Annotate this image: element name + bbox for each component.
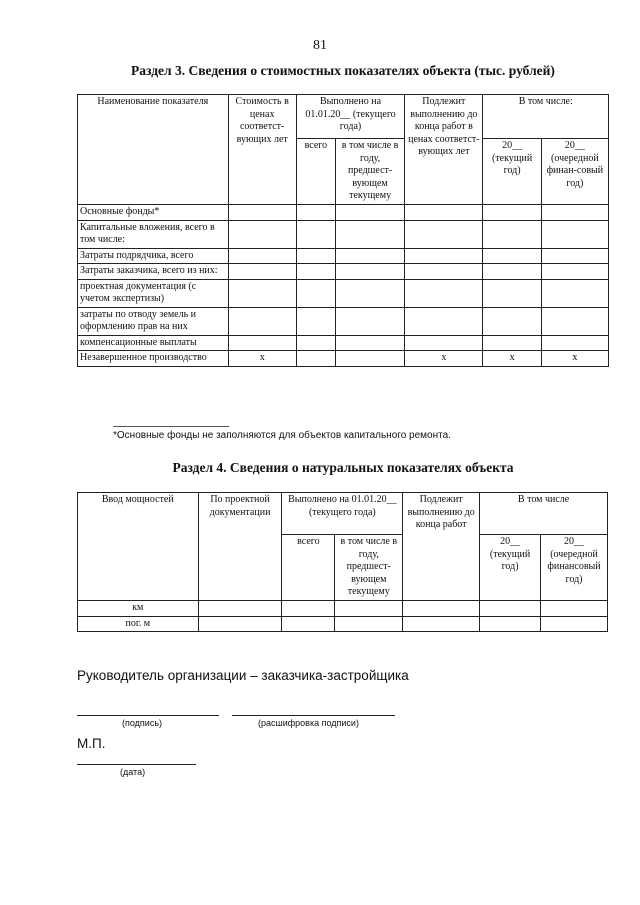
- header-next-year: 20__ (очередной финан-совый год): [541, 139, 608, 205]
- header-done: Выполнено на 01.01.20__ (текущего года): [282, 493, 403, 535]
- table-cell: [335, 248, 404, 264]
- table-row: [78, 335, 609, 351]
- table-cell: [403, 601, 480, 617]
- table-cell: [282, 601, 335, 617]
- signature-decode-line: [232, 715, 395, 716]
- section3-title: Раздел 3. Сведения о стоимостных показателях объекта (тыс. рублей): [131, 63, 555, 78]
- table-cell: х: [405, 351, 483, 367]
- section4-table: [77, 492, 608, 632]
- table-cell: [405, 279, 483, 307]
- table-cell: [480, 601, 541, 617]
- table-cell: [296, 205, 335, 221]
- table-cell: [282, 616, 335, 632]
- table-cell: [541, 335, 608, 351]
- table-cell: [228, 248, 296, 264]
- table-row: [78, 205, 609, 221]
- table-cell: [296, 351, 335, 367]
- table-cell: [296, 248, 335, 264]
- table-cell: х: [541, 351, 608, 367]
- header-done-previous-year: в том числе в году, предшест-вующем текущему: [335, 535, 403, 601]
- table-cell: [483, 220, 541, 248]
- table-row: [78, 248, 609, 264]
- row-label: затраты по отводу земель и оформлению прав на них: [78, 307, 229, 335]
- header-cost: Стоимость в ценах соответст-вующих лет: [228, 95, 296, 205]
- table-cell: [541, 248, 608, 264]
- table-cell: [405, 307, 483, 335]
- table-cell: [296, 220, 335, 248]
- table-row: [78, 279, 609, 307]
- table-cell: [541, 264, 608, 280]
- table-cell: [541, 616, 608, 632]
- table-cell: [296, 264, 335, 280]
- row-label: км: [78, 601, 199, 617]
- table-cell: [483, 248, 541, 264]
- table-cell: [335, 220, 404, 248]
- signature-title: Руководитель организации – заказчика-застройщика: [77, 668, 409, 683]
- row-label: Незавершенное производство: [78, 351, 229, 367]
- table-cell: [228, 264, 296, 280]
- table-cell: [405, 264, 483, 280]
- stamp-place: М.П.: [77, 736, 106, 751]
- table-cell: [228, 307, 296, 335]
- table-cell: [541, 307, 608, 335]
- page-number: 81: [313, 38, 327, 53]
- header-done-total: всего: [296, 139, 335, 205]
- table-cell: [483, 279, 541, 307]
- signature-decode-caption: (расшифровка подписи): [258, 718, 359, 728]
- table-cell: [483, 264, 541, 280]
- header-including: В том числе: [480, 493, 608, 535]
- table-cell: [541, 220, 608, 248]
- table-cell: [335, 264, 404, 280]
- table-cell: [335, 351, 404, 367]
- header-current-year: 20__ (текущий год): [480, 535, 541, 601]
- table-cell: [335, 307, 404, 335]
- header-done-total: всего: [282, 535, 335, 601]
- table-cell: [483, 307, 541, 335]
- header-capacity: Ввод мощностей: [78, 493, 199, 601]
- header-remaining: Подлежит выполнению до конца работ: [403, 493, 480, 601]
- date-line: [77, 764, 196, 765]
- table-row: [78, 307, 609, 335]
- header-current-year: 20__ (текущий год): [483, 139, 541, 205]
- table-cell: [541, 279, 608, 307]
- table-cell: [228, 335, 296, 351]
- table-cell: [296, 307, 335, 335]
- footnote-separator: [113, 426, 229, 427]
- row-label: Капитальные вложения, всего в том числе:: [78, 220, 229, 248]
- row-label: Затраты подрядчика, всего: [78, 248, 229, 264]
- signature-line: [77, 715, 219, 716]
- header-remaining: Подлежит выполнению до конца работ в ценах соответст-вующих лет: [405, 95, 483, 205]
- header-next-year: 20__ (очередной финансовый год): [541, 535, 608, 601]
- header-project: По проектной документации: [198, 493, 282, 601]
- table-cell: [483, 205, 541, 221]
- table-row: [78, 220, 609, 248]
- row-label: Затраты заказчика, всего из них:: [78, 264, 229, 280]
- table-cell: [296, 335, 335, 351]
- row-label: Основные фонды*: [78, 205, 229, 221]
- signature-caption: (подпись): [122, 718, 163, 728]
- row-label: компенсационные выплаты: [78, 335, 229, 351]
- table-row: [78, 264, 609, 280]
- table-cell: [403, 616, 480, 632]
- header-done: Выполнено на 01.01.20__ (текущего года): [296, 95, 404, 139]
- table-cell: [335, 601, 403, 617]
- table-cell: [483, 335, 541, 351]
- table-cell: [541, 601, 608, 617]
- header-indicator-name: Наименование показателя: [78, 95, 229, 205]
- section3-table: [77, 94, 609, 367]
- table-cell: [228, 279, 296, 307]
- table-cell: [335, 616, 403, 632]
- table-cell: [541, 205, 608, 221]
- header-done-previous-year: в том числе в году, предшест-вующем текущему: [335, 139, 404, 205]
- table-cell: [405, 205, 483, 221]
- table-row: [78, 616, 608, 632]
- date-caption: (дата): [120, 767, 146, 777]
- section4-title: Раздел 4. Сведения о натуральных показателях объекта: [172, 460, 514, 475]
- row-label: пог. м: [78, 616, 199, 632]
- table-cell: [335, 279, 404, 307]
- table-cell: [405, 220, 483, 248]
- table-cell: [405, 335, 483, 351]
- footnote: *Основные фонды не заполняются для объектов капитального ремонта.: [113, 430, 451, 441]
- table-cell: х: [228, 351, 296, 367]
- header-including: В том числе:: [483, 95, 609, 139]
- table-cell: [228, 205, 296, 221]
- table-row: [78, 601, 608, 617]
- table-cell: [405, 248, 483, 264]
- table-cell: [198, 601, 282, 617]
- table-cell: [296, 279, 335, 307]
- table-cell: [480, 616, 541, 632]
- row-label: проектная документация (с учетом экспертизы): [78, 279, 229, 307]
- table-row: [78, 351, 609, 367]
- table-cell: [335, 335, 404, 351]
- table-cell: [335, 205, 404, 221]
- table-cell: х: [483, 351, 541, 367]
- table-cell: [198, 616, 282, 632]
- table-cell: [228, 220, 296, 248]
